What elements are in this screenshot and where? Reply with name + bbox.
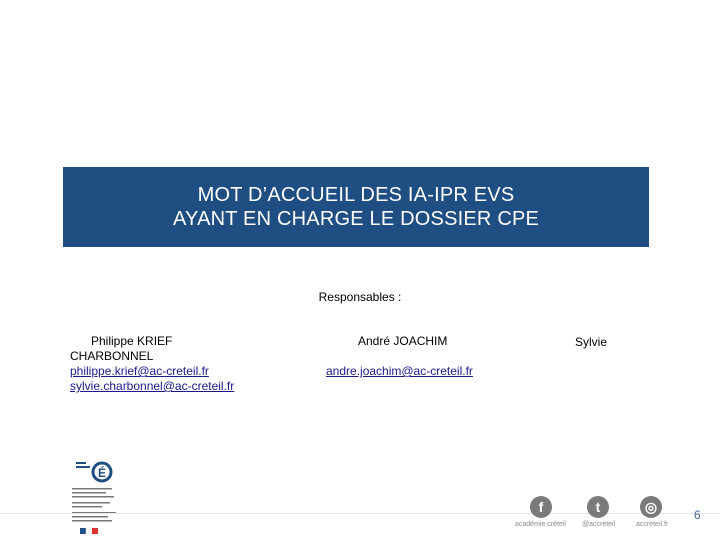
person-2-name: André JOACHIM	[358, 334, 448, 348]
person-1-name: Philippe KRIEF	[91, 334, 173, 348]
dribbble-icon[interactable]: ◎	[640, 496, 662, 518]
footer-divider	[0, 513, 720, 514]
twitter-label: @accreteil	[582, 521, 616, 528]
email-link-charbonnel[interactable]: sylvie.charbonnel@ac-creteil.fr	[70, 379, 235, 393]
facebook-label: académie créteil	[515, 521, 566, 528]
title-banner	[63, 167, 649, 247]
twitter-icon[interactable]: t	[587, 496, 609, 518]
email-link-krief[interactable]: philippe.krief@ac-creteil.fr	[70, 364, 209, 378]
page-number: 6	[694, 508, 701, 522]
slide-title-line-1: MOT D’ACCUEIL DES IA-IPR EVS	[197, 184, 515, 206]
facebook-icon[interactable]: f	[530, 496, 552, 518]
email-link-joachim[interactable]: andre.joachim@ac-creteil.fr	[326, 364, 473, 378]
person-3-first-name: Sylvie	[575, 335, 608, 349]
responsables-label: Responsables :	[318, 290, 402, 304]
person-3-last-name: CHARBONNEL	[70, 349, 154, 363]
website-label: accreteil.fr	[636, 521, 669, 528]
svg-text:É: É	[98, 466, 107, 480]
academy-logo	[62, 458, 124, 538]
slide-title-line-2: AYANT EN CHARGE LE DOSSIER CPE	[172, 208, 540, 230]
